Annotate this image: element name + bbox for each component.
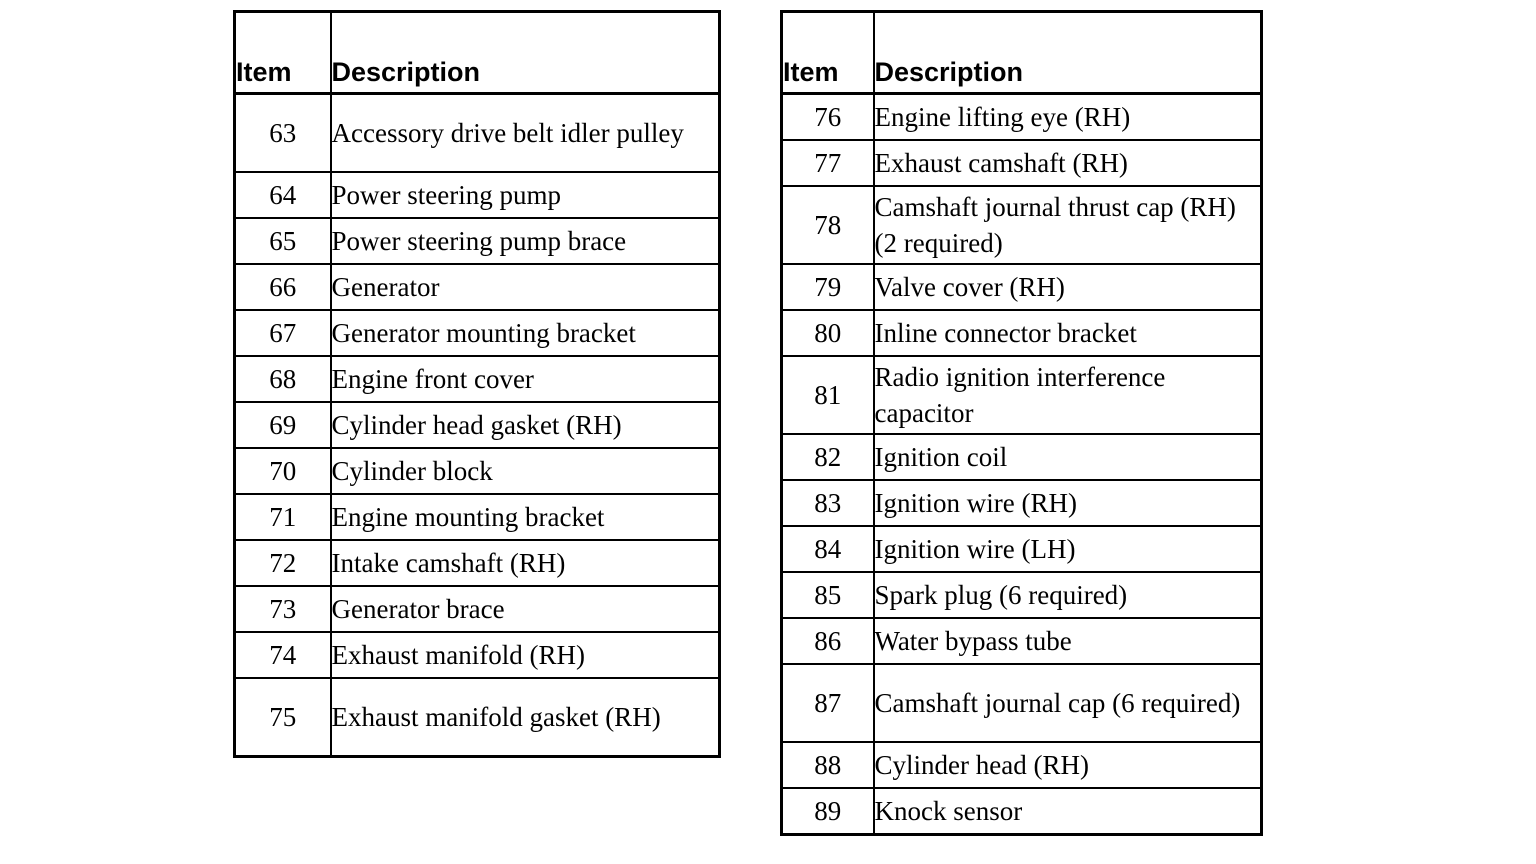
table-row xyxy=(782,94,1262,141)
table-row xyxy=(782,140,1262,186)
table-row xyxy=(782,310,1262,356)
parts-table-right xyxy=(780,10,1263,836)
description-column-header: Description xyxy=(874,12,1262,94)
table-row xyxy=(235,586,720,632)
item-description: Exhaust manifold gasket (RH) xyxy=(331,678,720,757)
item-description: Accessory drive belt idler pulley xyxy=(331,94,720,173)
item-description: Ignition wire (RH) xyxy=(874,480,1262,526)
table-row xyxy=(235,540,720,586)
item-description: Engine lifting eye (RH) xyxy=(874,94,1262,141)
item-description: Radio ignition interference capacitor xyxy=(874,356,1262,434)
item-description: Water bypass tube xyxy=(874,618,1262,664)
item-number: 66 xyxy=(235,264,331,310)
item-description: Generator xyxy=(331,264,720,310)
item-number: 87 xyxy=(782,664,874,742)
item-number: 64 xyxy=(235,172,331,218)
item-column-header: Item xyxy=(235,12,331,94)
item-number: 81 xyxy=(782,356,874,434)
item-description: Intake camshaft (RH) xyxy=(331,540,720,586)
item-number: 72 xyxy=(235,540,331,586)
item-description: Valve cover (RH) xyxy=(874,264,1262,310)
item-description: Ignition coil xyxy=(874,434,1262,480)
table-header-row xyxy=(782,12,1262,94)
item-description: Spark plug (6 required) xyxy=(874,572,1262,618)
item-number: 63 xyxy=(235,94,331,173)
item-description: Generator brace xyxy=(331,586,720,632)
table-row xyxy=(782,434,1262,480)
parts-table-left xyxy=(233,10,721,758)
item-description: Cylinder head (RH) xyxy=(874,742,1262,788)
item-number: 77 xyxy=(782,140,874,186)
item-description: Engine mounting bracket xyxy=(331,494,720,540)
item-number: 71 xyxy=(235,494,331,540)
table-row xyxy=(782,618,1262,664)
table-row xyxy=(782,526,1262,572)
item-description: Ignition wire (LH) xyxy=(874,526,1262,572)
item-description: Knock sensor xyxy=(874,788,1262,835)
item-description: Engine front cover xyxy=(331,356,720,402)
item-description: Camshaft journal thrust cap (RH) (2 required) xyxy=(874,186,1262,264)
item-number: 76 xyxy=(782,94,874,141)
item-description: Power steering pump brace xyxy=(331,218,720,264)
table-row xyxy=(235,356,720,402)
item-number: 84 xyxy=(782,526,874,572)
table-row xyxy=(235,310,720,356)
table-row xyxy=(782,572,1262,618)
item-description: Generator mounting bracket xyxy=(331,310,720,356)
table-row xyxy=(782,664,1262,742)
item-number: 85 xyxy=(782,572,874,618)
table-row xyxy=(782,186,1262,264)
table-row xyxy=(235,402,720,448)
item-description: Cylinder head gasket (RH) xyxy=(331,402,720,448)
item-description: Exhaust camshaft (RH) xyxy=(874,140,1262,186)
item-number: 75 xyxy=(235,678,331,757)
item-description: Power steering pump xyxy=(331,172,720,218)
table-row xyxy=(782,356,1262,434)
description-column-header: Description xyxy=(331,12,720,94)
item-number: 68 xyxy=(235,356,331,402)
item-number: 78 xyxy=(782,186,874,264)
item-number: 82 xyxy=(782,434,874,480)
table-row xyxy=(235,448,720,494)
item-number: 83 xyxy=(782,480,874,526)
table-row xyxy=(235,678,720,757)
item-number: 89 xyxy=(782,788,874,835)
table-row xyxy=(782,742,1262,788)
table-row xyxy=(782,480,1262,526)
item-description: Cylinder block xyxy=(331,448,720,494)
item-number: 79 xyxy=(782,264,874,310)
item-number: 73 xyxy=(235,586,331,632)
table-row xyxy=(235,94,720,173)
table-row xyxy=(782,788,1262,835)
item-number: 80 xyxy=(782,310,874,356)
table-header-row xyxy=(235,12,720,94)
table-row xyxy=(782,264,1262,310)
item-number: 70 xyxy=(235,448,331,494)
table-row xyxy=(235,264,720,310)
item-description: Camshaft journal cap (6 required) xyxy=(874,664,1262,742)
item-column-header: Item xyxy=(782,12,874,94)
item-number: 88 xyxy=(782,742,874,788)
item-number: 67 xyxy=(235,310,331,356)
item-number: 86 xyxy=(782,618,874,664)
item-number: 69 xyxy=(235,402,331,448)
table-row xyxy=(235,218,720,264)
table-row xyxy=(235,494,720,540)
table-row xyxy=(235,632,720,678)
item-description: Exhaust manifold (RH) xyxy=(331,632,720,678)
table-row xyxy=(235,172,720,218)
item-number: 74 xyxy=(235,632,331,678)
item-description: Inline connector bracket xyxy=(874,310,1262,356)
item-number: 65 xyxy=(235,218,331,264)
